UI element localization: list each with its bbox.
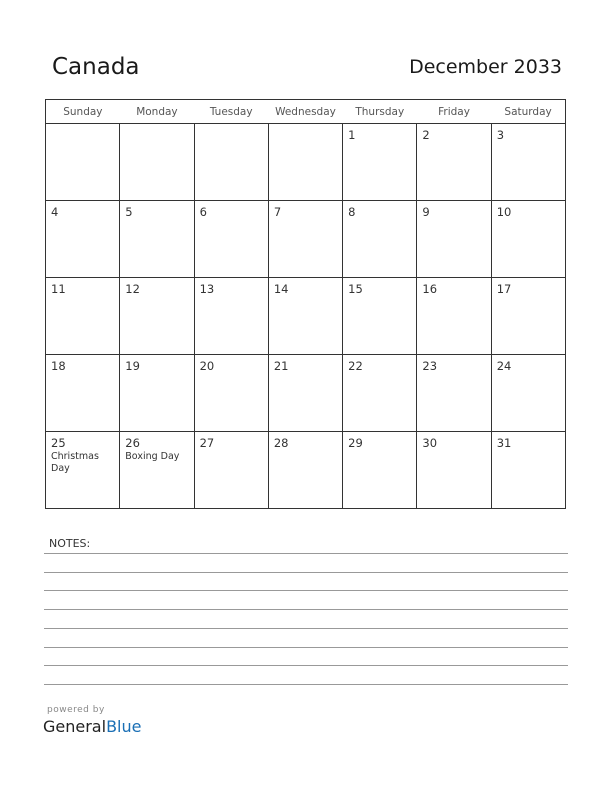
day-cell[interactable] bbox=[46, 278, 120, 355]
day-cell[interactable] bbox=[120, 201, 194, 278]
week-row bbox=[46, 201, 566, 278]
day-cell[interactable] bbox=[343, 201, 417, 278]
day-cell[interactable] bbox=[268, 355, 342, 432]
empty-day-cell bbox=[194, 124, 268, 201]
day-number: 25 bbox=[51, 436, 66, 450]
note-line bbox=[44, 684, 568, 685]
empty-day-cell bbox=[120, 124, 194, 201]
day-cell[interactable] bbox=[194, 432, 268, 509]
day-cell[interactable] bbox=[194, 201, 268, 278]
day-cell[interactable] bbox=[417, 201, 491, 278]
country-title: Canada bbox=[52, 54, 140, 80]
day-number: 22 bbox=[348, 359, 363, 373]
day-cell[interactable] bbox=[417, 278, 491, 355]
day-number: 4 bbox=[51, 205, 59, 219]
weekday-tuesday: Tuesday bbox=[194, 100, 268, 124]
brand-general: General bbox=[43, 717, 107, 736]
weekday-saturday: Saturday bbox=[491, 100, 565, 124]
day-cell[interactable] bbox=[417, 355, 491, 432]
powered-by-text: powered by bbox=[47, 705, 105, 715]
notes-label: NOTES: bbox=[49, 537, 91, 550]
calendar-grid bbox=[45, 99, 566, 509]
day-cell[interactable] bbox=[120, 278, 194, 355]
brand-blue: Blue bbox=[106, 717, 142, 736]
weekday-monday: Monday bbox=[120, 100, 194, 124]
day-number: 15 bbox=[348, 282, 363, 296]
empty-day-cell bbox=[268, 124, 342, 201]
day-number: 18 bbox=[51, 359, 66, 373]
day-number: 20 bbox=[199, 359, 215, 373]
day-cell[interactable] bbox=[491, 124, 565, 201]
day-number: 12 bbox=[125, 282, 140, 296]
note-line bbox=[44, 590, 568, 591]
holiday-label: Christmas Day bbox=[51, 451, 99, 474]
day-cell[interactable] bbox=[194, 278, 268, 355]
note-line bbox=[44, 647, 568, 648]
day-cell[interactable] bbox=[417, 432, 491, 509]
day-cell[interactable] bbox=[343, 124, 417, 201]
day-number: 24 bbox=[496, 359, 512, 373]
day-number: 26 bbox=[125, 436, 140, 450]
day-number: 28 bbox=[273, 436, 289, 450]
weekday-thursday: Thursday bbox=[343, 100, 417, 124]
day-number: 16 bbox=[422, 282, 438, 296]
day-cell[interactable] bbox=[46, 201, 120, 278]
day-number: 13 bbox=[199, 282, 215, 296]
empty-day-cell bbox=[46, 124, 120, 201]
note-line bbox=[44, 609, 568, 610]
day-cell[interactable] bbox=[268, 201, 342, 278]
weekday-wednesday: Wednesday bbox=[268, 100, 342, 124]
day-cell[interactable] bbox=[268, 278, 342, 355]
day-number: 31 bbox=[496, 436, 512, 450]
day-cell[interactable] bbox=[120, 355, 194, 432]
month-year-title: December 2033 bbox=[409, 56, 562, 78]
day-number: 9 bbox=[422, 205, 430, 219]
day-cell[interactable] bbox=[46, 432, 120, 509]
day-cell[interactable] bbox=[491, 432, 565, 509]
day-cell[interactable] bbox=[417, 124, 491, 201]
day-number: 3 bbox=[496, 128, 505, 142]
day-number: 17 bbox=[496, 282, 512, 296]
week-row bbox=[46, 278, 566, 355]
day-number: 7 bbox=[273, 205, 282, 219]
day-cell[interactable] bbox=[194, 355, 268, 432]
day-number: 19 bbox=[125, 359, 140, 373]
weekday-sunday: Sunday bbox=[46, 100, 120, 124]
day-number: 23 bbox=[422, 359, 438, 373]
week-row bbox=[46, 432, 566, 509]
day-number: 14 bbox=[273, 282, 289, 296]
day-cell[interactable] bbox=[120, 432, 194, 509]
weekday-friday: Friday bbox=[417, 100, 491, 124]
day-cell[interactable] bbox=[343, 432, 417, 509]
note-line bbox=[44, 665, 568, 666]
day-cell[interactable] bbox=[343, 355, 417, 432]
day-number: 11 bbox=[51, 282, 66, 296]
day-cell[interactable] bbox=[46, 355, 120, 432]
day-number: 5 bbox=[125, 205, 133, 219]
note-line bbox=[44, 572, 568, 573]
day-number: 21 bbox=[273, 359, 289, 373]
holiday-label: Boxing Day bbox=[125, 451, 180, 462]
note-line bbox=[44, 628, 568, 629]
day-number: 10 bbox=[496, 205, 512, 219]
day-number: 29 bbox=[348, 436, 363, 450]
day-number: 30 bbox=[422, 436, 438, 450]
day-cell[interactable] bbox=[491, 278, 565, 355]
day-number: 1 bbox=[348, 128, 356, 142]
day-number: 27 bbox=[199, 436, 215, 450]
week-row bbox=[46, 124, 566, 201]
day-number: 8 bbox=[348, 205, 356, 219]
day-cell[interactable] bbox=[268, 432, 342, 509]
generalblue-logo[interactable] bbox=[43, 717, 141, 736]
note-line bbox=[44, 553, 568, 554]
day-cell[interactable] bbox=[343, 278, 417, 355]
week-row bbox=[46, 355, 566, 432]
day-cell[interactable] bbox=[491, 355, 565, 432]
day-number: 6 bbox=[199, 205, 207, 219]
day-cell[interactable] bbox=[491, 201, 565, 278]
day-number: 2 bbox=[422, 128, 430, 142]
weekday-header-row bbox=[46, 100, 566, 124]
